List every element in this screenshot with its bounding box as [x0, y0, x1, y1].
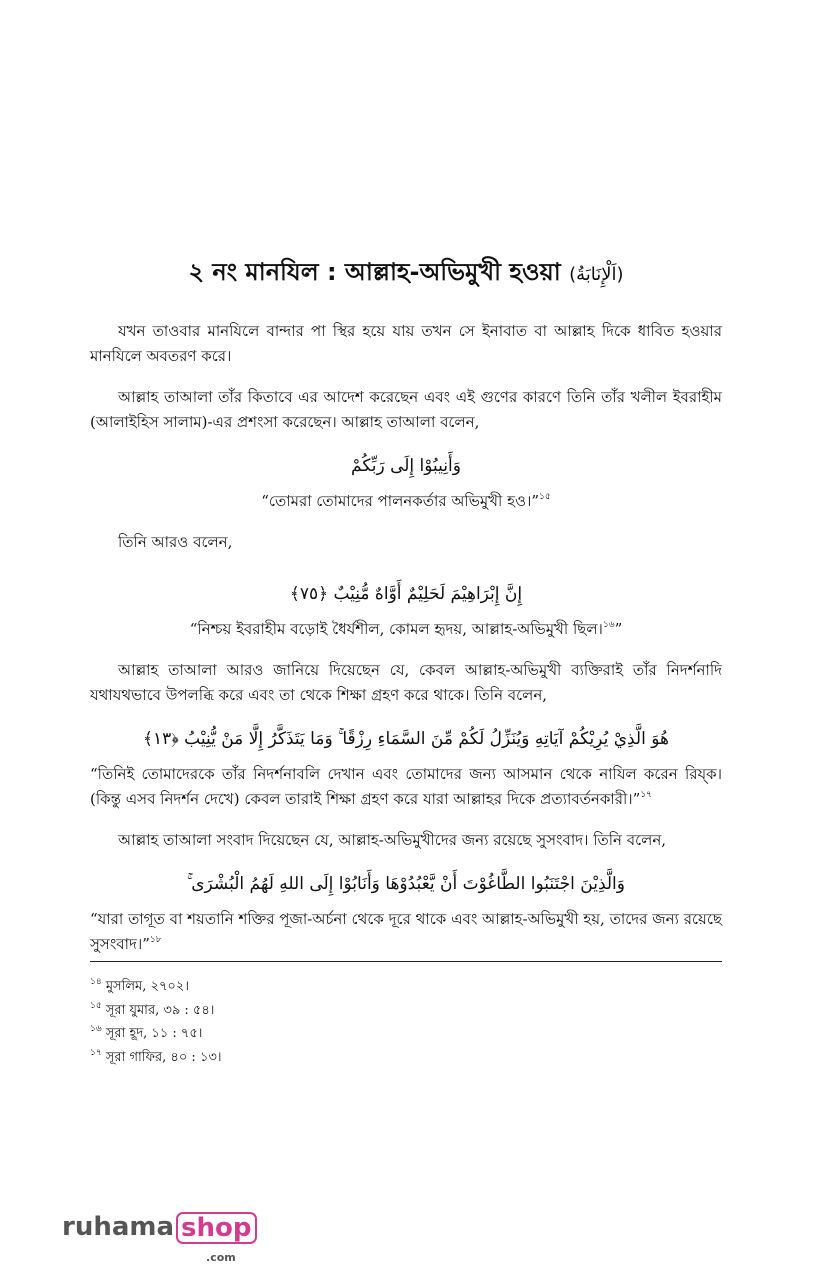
- translation-text: “তিনিই তোমাদেরকে তাঁর নিদর্শনাবলি দেখান এবং তোমাদের জন্য আসমান থেকে নাযিল করেন রিয্ক। (কিন্তু এসব নিদর্শন দেখে) কেবল তারাই শিক্ষা গ্রহণ করে যারা আল্লাহর দিকে প্রত্যাবর্তনকারী।”: [90, 765, 722, 808]
- paragraph-3: তিনি আরও বলেন,: [118, 533, 233, 551]
- footnote: [90, 975, 221, 999]
- footnote-ref[interactable]: ১৬: [602, 620, 615, 630]
- document-body: [90, 250, 722, 973]
- arabic-verse-4: وَالَّذِيْنَ اجْتَنَبُوا الطَّاغُوْتَ أَنْ يَّعْبُدُوْهَا وَأَنَابُوْا إِلَى اللهِ لَهُمُ الْبُشْرَى ۚ: [187, 874, 625, 894]
- arabic-verse-1: وَأَنِيبُوْا إِلَى رَبِّكُمْ: [351, 456, 461, 476]
- ruhamashop-logo: [62, 1212, 257, 1264]
- logo-com-text: .com: [206, 1251, 236, 1264]
- footnote: [90, 999, 221, 1023]
- translation-text: “নিশ্চয় ইবরাহীম বড়োই ধৈর্যশীল, কোমল হৃদয়, আল্লাহ-অভিমুখী ছিল।: [189, 620, 603, 638]
- translation-text: “তোমরা তোমাদের পালনকর্তার অভিমুখী হও।”: [261, 492, 540, 510]
- footnote-text: সূরা যুমার, ৩৯ : ৫৪।: [105, 1002, 215, 1018]
- arabic-verse-3: هُوَ الَّذِيْ يُرِيْكُمْ آيَاتِهِ وَيُنَزِّلُ لَكُمْ مِّنَ السَّمَاءِ رِزْقًا ۚ وَمَا يَتَذَكَّرُ إِلَّا مَنْ يُّنِيْبُ ﴿١٣﴾: [142, 729, 669, 749]
- footnote-number: ১৪: [90, 977, 102, 987]
- footnote-number: ১৫: [90, 1000, 102, 1011]
- title-arabic: (اَلْإِنَابَةُ): [569, 264, 624, 285]
- logo-shop-badge: [176, 1212, 256, 1264]
- translation-3: [90, 762, 722, 812]
- footnote-text: মুসলিম, ২৭০২।: [105, 979, 189, 994]
- footnote-text: সূরা গাফির, ৪০ : ১৩।: [105, 1049, 222, 1065]
- logo-shop-text: shop: [181, 1213, 252, 1243]
- translation-2: [90, 617, 722, 642]
- footnote-ref[interactable]: ১৭: [640, 790, 653, 800]
- translation-4: [90, 907, 722, 957]
- footnote-divider: [90, 961, 722, 962]
- logo-text: ruhama: [62, 1212, 175, 1242]
- footnote-number: ১৬: [90, 1024, 102, 1034]
- footnote: [90, 1022, 221, 1046]
- footnote-ref[interactable]: ১৫: [539, 492, 551, 502]
- paragraph-1: যখন তাওবার মানযিলে বান্দার পা স্থির হয়ে যায় তখন সে ইনাবাত বা আল্লাহ দিকে ধাবিত হওয়ার মানযিলে অবতরণ করে।: [90, 322, 722, 365]
- footnote-number: ১৭: [90, 1047, 102, 1058]
- page-title: [90, 250, 722, 297]
- footnote-text: সূরা হূদ, ১১ : ৭৫।: [105, 1026, 203, 1041]
- arabic-verse-2: إِنَّ إِبْرَاهِيْمَ لَحَلِيْمٌ أَوَّاهٌ مُّنِيْبٌ ﴿٧٥﴾: [289, 584, 523, 604]
- paragraph-5: আল্লাহ তাআলা সংবাদ দিয়েছেন যে, আল্লাহ-অভিমুখীদের জন্য রয়েছে সুসংবাদ। তিনি বলেন,: [118, 831, 667, 849]
- paragraph-4: আল্লাহ তাআলা আরও জানিয়ে দিয়েছেন যে, কেবল আল্লাহ-অভিমুখী ব্যক্তিরাই তাঁর নিদর্শনাদি যথাযথভাবে উপলব্ধি করে এবং তা থেকে শিক্ষা গ্রহণ করে থাকে। তিনি বলেন,: [90, 661, 722, 704]
- closing-quote: ”: [614, 620, 623, 638]
- translation-text: “যারা তাগূত বা শয়তানি শক্তির পূজা-অর্চনা থেকে দূরে থাকে এবং আল্লাহ-অভিমুখী হয়, তাদের জন্য রয়েছে সুসংবাদ।”: [90, 910, 722, 953]
- footnote-ref[interactable]: ১৮: [149, 935, 162, 945]
- footnotes: [90, 975, 221, 1069]
- footnote: [90, 1046, 221, 1070]
- translation-1: [90, 489, 722, 514]
- paragraph-2: আল্লাহ তাআলা তাঁর কিতাবে এর আদেশ করেছেন এবং এই গুণের কারণে তিনি তাঁর খলীল ইবরাহীম (আলাইহিস সালাম)-এর প্রশংসা করেছেন। আল্লাহ তাআলা বলেন,: [90, 388, 722, 431]
- title-text: ২ নং মানযিল : আল্লাহ-অভিমুখী হওয়া: [188, 258, 561, 286]
